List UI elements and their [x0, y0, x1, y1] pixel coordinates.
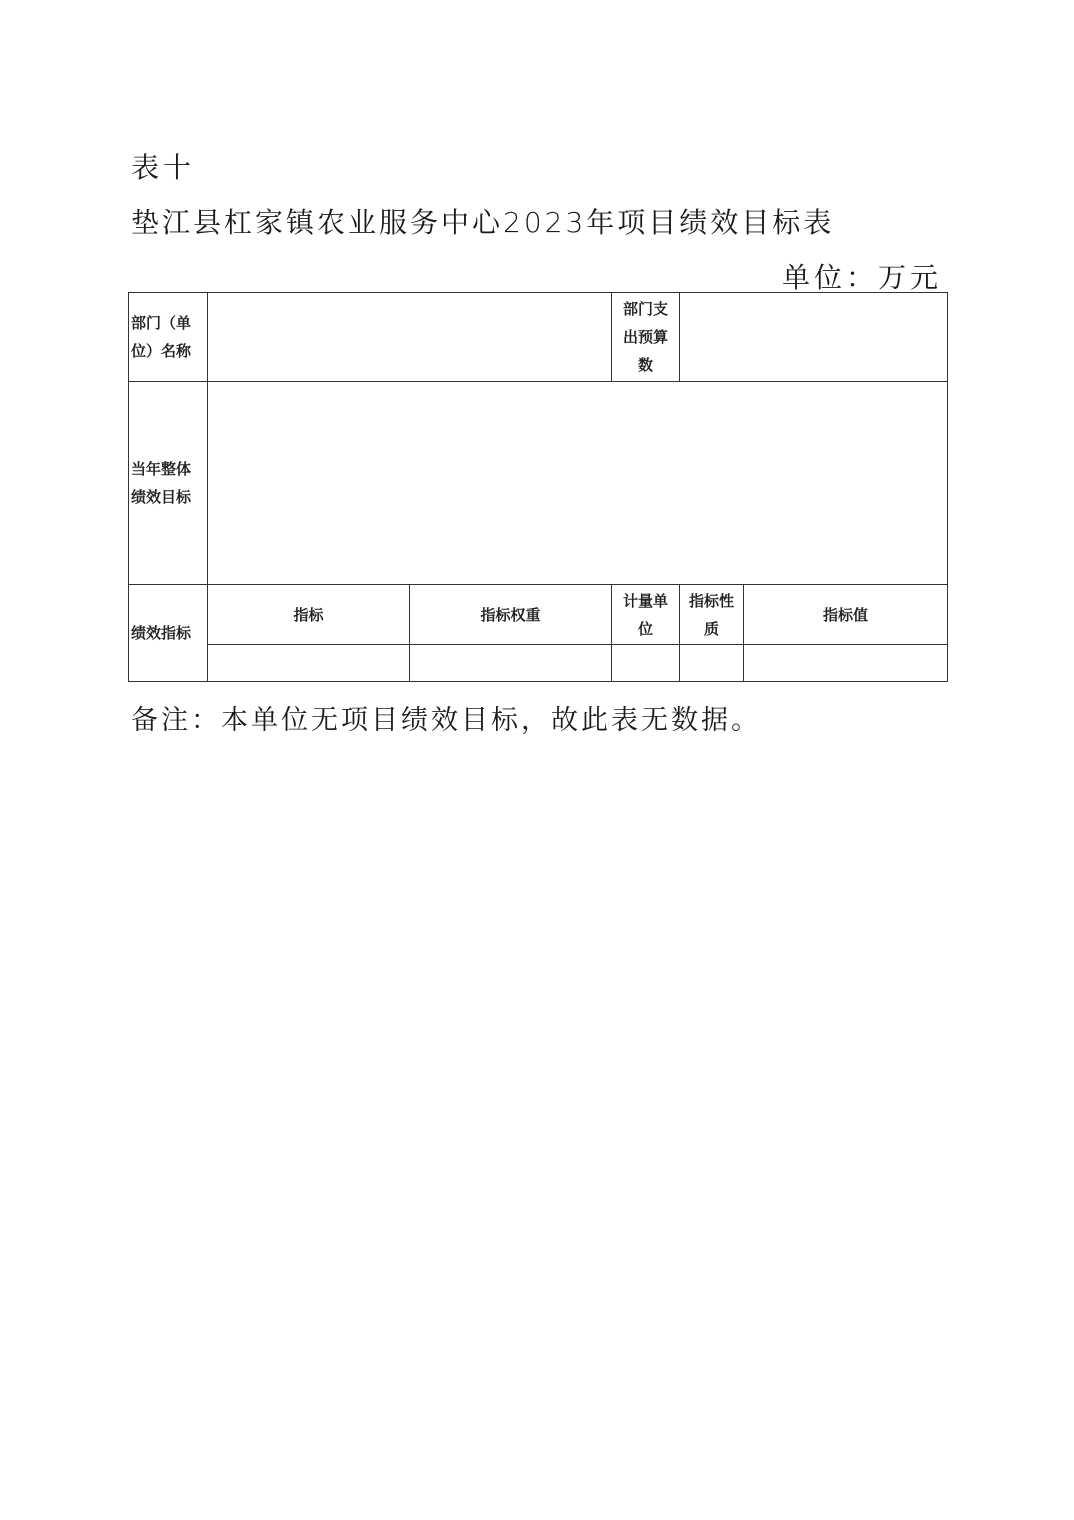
- cell-weight: [410, 645, 612, 682]
- table-number-label: 表十: [131, 151, 196, 184]
- col-unit-header: 计量单 位: [612, 585, 680, 645]
- unit-note: 单位：万元: [781, 261, 942, 294]
- cell-unit: [612, 645, 680, 682]
- annual-goal-row: [129, 382, 948, 585]
- performance-goal-table-body: [128, 292, 948, 682]
- indicator-section-label: 绩效指标: [129, 585, 208, 682]
- col-value-header: 指标值: [744, 585, 948, 645]
- indicator-header-row: [129, 585, 948, 645]
- dept-row: [129, 293, 948, 382]
- cell-value: [744, 645, 948, 682]
- annual-goal-label: 当年整体 绩效目标: [129, 382, 208, 585]
- col-indicator-header: 指标: [208, 585, 410, 645]
- remark-note: 备注：本单位无项目绩效目标，故此表无数据。: [131, 705, 761, 736]
- cell-indicator: [208, 645, 410, 682]
- dept-name-label: 部门（单 位）名称: [129, 293, 208, 382]
- dept-name-value: [208, 293, 612, 382]
- budget-label: 部门支 出预算 数: [612, 293, 680, 382]
- annual-goal-value: [208, 382, 948, 585]
- col-weight-header: 指标权重: [410, 585, 612, 645]
- budget-value: [680, 293, 948, 382]
- cell-nature: [680, 645, 744, 682]
- document-title: 垫江县杠家镇农业服务中心2023年项目绩效目标表: [131, 206, 835, 239]
- col-nature-header: 指标性 质: [680, 585, 744, 645]
- table-row: [129, 645, 948, 682]
